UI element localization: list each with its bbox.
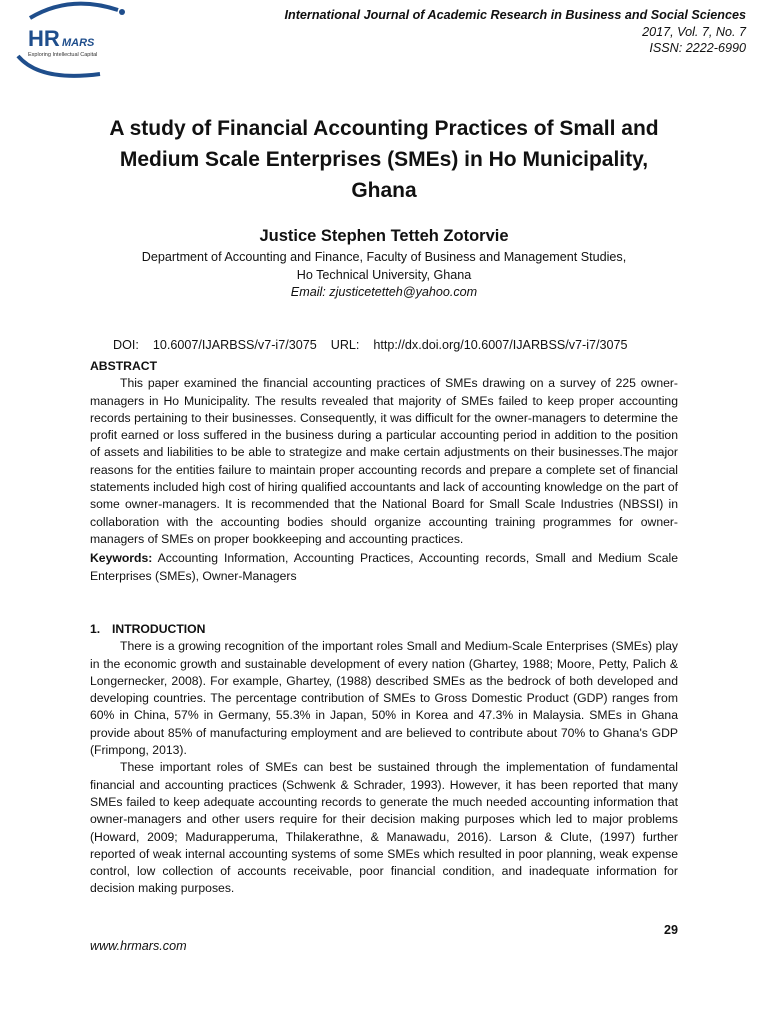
keywords-label: Keywords: <box>90 551 153 566</box>
footer-website[interactable]: www.hrmars.com <box>90 939 187 953</box>
journal-issn: ISSN: 2222-6990 <box>649 41 746 55</box>
affiliation-line: Ho Technical University, Ghana <box>296 267 472 282</box>
paper-title <box>60 113 708 206</box>
intro-paragraph: These important roles of SMEs can best be sustained through the implementation of fundamental financial and accounting practices (Schwenk & Schrader, 1993). However, it has been reported that many SMEs failed to keep adequate accounting records to generate the much needed accounting information that owner-managers and other users require for their decision making purposes which led to major problems (Howard, 2009; Madurapperuma, Thilakerathne, & Manawadu, 2016). Larson & Clute, (1997) further reported of weak internal accounting systems of some SMEs which resulted in poor planning, weak expense control, low collection of accounts receivable, poor financial condition, and inadequate information for decision making purposes. <box>90 760 678 896</box>
doi-label: DOI: <box>113 338 139 352</box>
journal-header <box>285 7 746 57</box>
logo-hr-text: HR <box>28 26 60 51</box>
intro-paragraph: There is a growing recognition of the important roles Small and Medium-Scale Enterprises (SMEs) play in the economic growth and sustainable development of every nation (Ghartey, 1988; Moore, Petty, Palich & Longernecker, 2008). For example, Ghartey, (1988) described SMEs as the bedrock of both developed and developing countries. The percentage contribution of SMEs to Gross Domestic Product (GDP) ranges from 60% in China, 57% in Germany, 55.3% in Japan, 50% in Korea and 47.3% in Malaysia. SMEs in Ghana provide about 85% of manufacturing employment and are believed to contribute about 70% to Ghana's GDP (Frimpong, 2013). <box>90 639 678 758</box>
title-line: A study of Financial Accounting Practices of Small and <box>109 117 659 140</box>
url-label: URL: <box>330 338 360 352</box>
section-title: INTRODUCTION <box>112 622 206 636</box>
doi-value[interactable]: 10.6007/IJARBSS/v7-i7/3075 <box>152 338 317 352</box>
affiliation-line: Department of Accounting and Finance, Faculty of Business and Management Studies, <box>141 250 627 264</box>
introduction-heading <box>90 621 678 638</box>
abstract-text: This paper examined the financial accounting practices of SMEs drawing on a survey of 225 owner-managers in Ho Municipality. The results revealed that majority of SMEs failed to keep proper accounting records pertaining to their businesses. Consequently, it was difficult for the owner-managers to determine the profit earned or loss suffered in the business during a particular accounting period in addition to the position of assets and liabilities to be able to strategize and make certain adjustments on their businesses.The major reasons for the entities failure to maintain proper accounting records and prepare a complete set of financial statements included high cost of hiring qualified accountants and lack of accounting knowledge on the part of some owner-managers. It is recommended that the National Board for Small Scale Industries (NBSSI) in collaboration with the accounting bodies should organize accounting training programmes for owner-managers of SMEs on proper bookkeeping and accounting practices. <box>90 376 678 546</box>
author-name: Justice Stephen Tetteh Zotorvie <box>259 227 509 245</box>
logo-tagline: Exploring Intellectual Capital <box>28 52 98 58</box>
introduction-section <box>90 621 678 898</box>
logo-mars-text: MARS <box>62 37 95 49</box>
url-link[interactable]: http://dx.doi.org/10.6007/IJARBSS/v7-i7/3075 <box>373 338 628 352</box>
section-number: 1. <box>90 622 101 636</box>
affiliation <box>60 249 708 284</box>
doi-url-line <box>106 320 642 354</box>
keywords <box>90 550 678 585</box>
author-block <box>60 225 708 302</box>
hrmars-logo-graphic <box>0 0 140 82</box>
keywords-list: Accounting Information, Accounting Practices, Accounting records, Small and Medium Scale Enterprises (SMEs), Owner-Managers <box>90 551 678 583</box>
author-email: Email: zjusticetetteh@yahoo.com <box>290 285 478 299</box>
journal-issue: 2017, Vol. 7, No. 7 <box>642 24 746 39</box>
title-line: Ghana <box>351 179 417 202</box>
journal-name: International Journal of Academic Research in Business and Social Sciences <box>284 8 746 22</box>
page-number: 29 <box>663 923 678 937</box>
abstract-heading: ABSTRACT <box>90 359 158 373</box>
hrmars-logo <box>0 0 140 82</box>
abstract-section <box>90 358 678 585</box>
title-line: Medium Scale Enterprises (SMEs) in Ho Municipality, <box>119 148 649 171</box>
